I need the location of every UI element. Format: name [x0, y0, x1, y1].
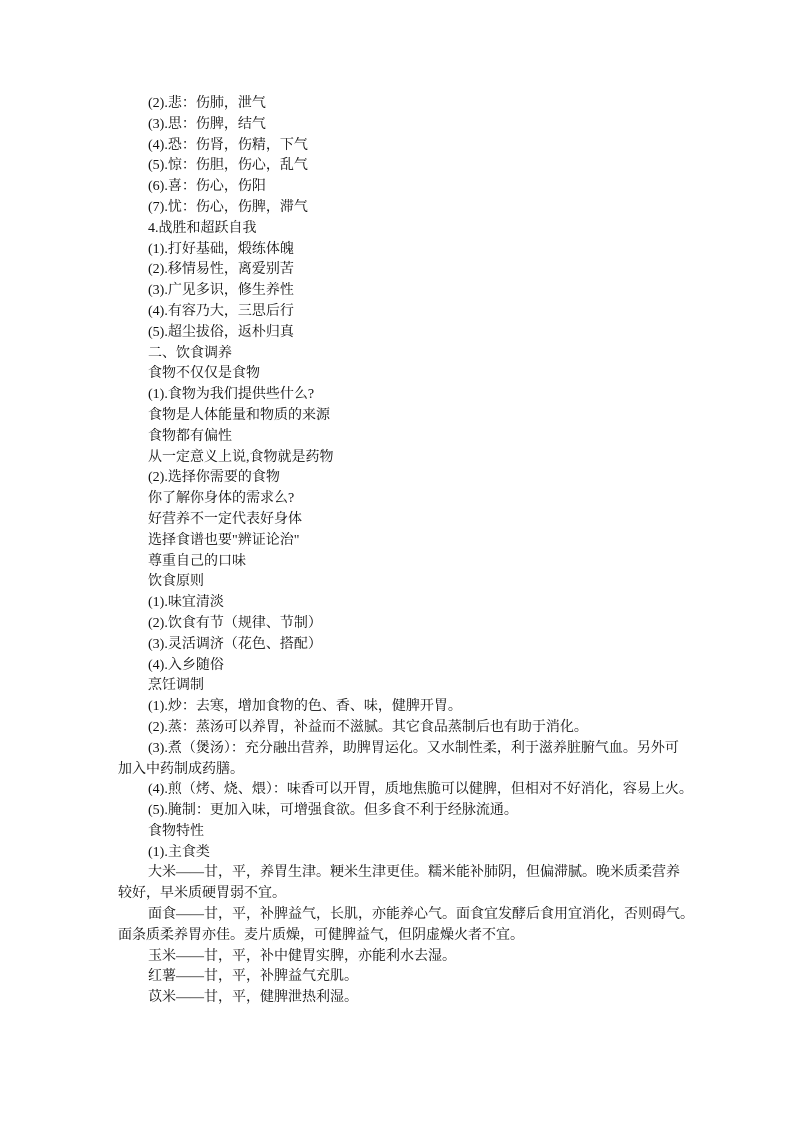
text-line: 较好，早米质硬胃弱不宜。 — [118, 886, 286, 902]
text-line: 面条质柔养胃亦佳。麦片质燥，可健脾益气，但阴虚燥火者不宜。 — [118, 927, 524, 943]
text-line: (4).有容乃大，三思后行 — [148, 303, 294, 319]
text-line: 你了解你身体的需求么? — [148, 491, 295, 507]
text-line: 选择食谱也要"辨证论治" — [148, 532, 300, 548]
text-line: 食物特性 — [148, 823, 204, 839]
text-line: (4).入乡随俗 — [148, 657, 224, 673]
text-line: (2).移情易性，离爱别苦 — [148, 262, 294, 278]
text-line: (1).食物为我们提供些什么? — [148, 387, 315, 403]
text-line: (2).蒸：蒸汤可以养胃，补益而不滋腻。其它食品蒸制后也有助于消化。 — [148, 719, 588, 735]
document-page — [118, 94, 693, 1009]
text-line: (7).忧：伤心，伤脾，滞气 — [148, 199, 308, 215]
text-line: (2).悲：伤肺，泄气 — [148, 96, 266, 111]
text-line: (3).思：伤脾，结气 — [148, 116, 266, 132]
text-line: 玉米——甘，平，补中健胃实脾，亦能利水去湿。 — [148, 948, 456, 964]
text-line: 二、饮食调养 — [148, 345, 232, 361]
text-line: 食物是人体能量和物质的来源 — [148, 407, 330, 423]
text-line: (1).炒：去寒，增加食物的色、香、味，健脾开胃。 — [148, 699, 462, 715]
text-line: (4).恐：伤肾，伤精，下气 — [148, 137, 308, 153]
text-line: (4).煎（烤、烧、煨）：味香可以开胃，质地焦脆可以健脾，但相对不好消化，容易上火。 — [148, 782, 693, 798]
text-line: (5).腌制：更加入味，可增强食欲。但多食不利于经脉流通。 — [148, 803, 518, 819]
text-line: 食物都有偏性 — [148, 428, 232, 444]
text-line: 红薯——甘，平，补脾益气充肌。 — [148, 969, 358, 985]
text-line: 大米——甘，平，养胃生津。粳米生津更佳。糯米能补肺阴，但偏滞腻。晚米质柔营养 — [148, 865, 680, 881]
text-line: (2).饮食有节（规律、节制） — [148, 615, 322, 631]
text-line: (1).味宜清淡 — [148, 595, 224, 611]
text-line: (1).主食类 — [148, 844, 210, 860]
text-line: (6).喜：伤心，伤阳 — [148, 179, 266, 195]
text-line: 苡米——甘，平，健脾泄热利湿。 — [148, 990, 358, 1006]
text-line: 烹饪调制 — [148, 678, 204, 694]
text-line: (3).灵活调济（花色、搭配） — [148, 636, 322, 652]
text-line: 面食——甘，平，补脾益气，长肌，亦能养心气。面食宜发酵后食用宜消化，否则碍气。 — [148, 907, 694, 923]
text-line: (1).打好基础，煅练体魄 — [148, 241, 294, 257]
text-line: 从一定意义上说,食物就是药物 — [148, 449, 334, 465]
text-line: 好营养不一定代表好身体 — [148, 511, 302, 527]
text-line: (3).煮（煲汤）：充分融出营养，助脾胃运化。又水制性柔，利于滋养脏腑气血。另外可 — [148, 740, 679, 756]
text-line: 饮食原则 — [148, 574, 204, 590]
text-line: (5).惊：伤胆，伤心，乱气 — [148, 158, 308, 174]
text-line: (2).选择你需要的食物 — [148, 470, 280, 486]
text-line: 加入中药制成药膳。 — [118, 761, 244, 777]
text-line: (5).超尘拔俗，返朴归真 — [148, 324, 294, 340]
text-line: 食物不仅仅是食物 — [148, 366, 260, 382]
text-line: 4.战胜和超跃自我 — [148, 220, 257, 236]
text-line: 尊重自己的口味 — [148, 553, 246, 569]
text-line: (3).广见多识，修生养性 — [148, 283, 294, 299]
